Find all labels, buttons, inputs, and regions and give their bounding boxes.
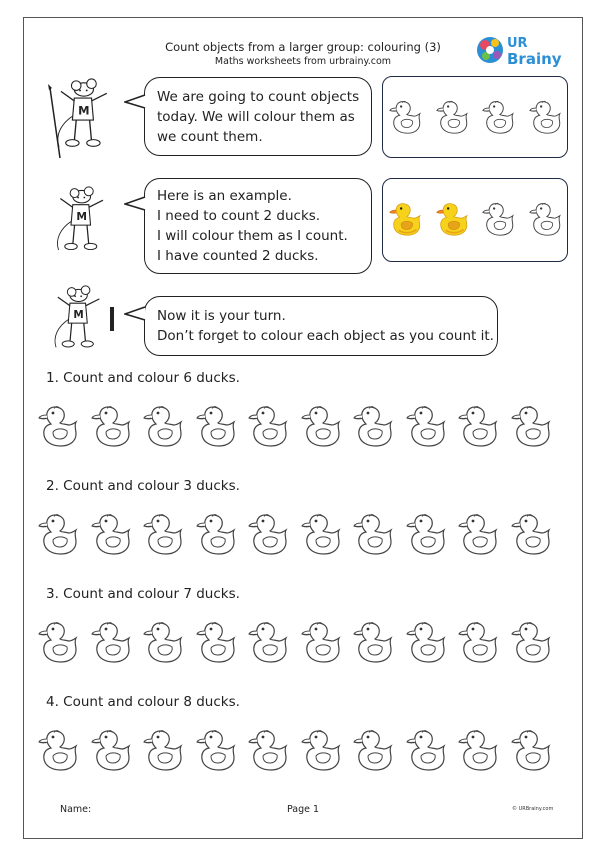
duck-outline-icon[interactable] bbox=[248, 404, 290, 448]
bubble-line: I need to count 2 ducks. bbox=[157, 208, 321, 224]
question-2-label: 2. Count and colour 3 ducks. bbox=[46, 478, 240, 494]
duck-outline-icon[interactable] bbox=[143, 404, 185, 448]
speech-bubble-example bbox=[144, 178, 372, 274]
duck-outline-icon[interactable] bbox=[482, 99, 516, 135]
mouse-waving-icon bbox=[44, 186, 114, 266]
duck-outline-icon[interactable] bbox=[406, 404, 448, 448]
duck-outline-icon[interactable] bbox=[511, 404, 553, 448]
duck-coloured-icon bbox=[389, 201, 423, 237]
speech-bubble-your-turn bbox=[144, 296, 498, 356]
mouse-pointing-icon bbox=[40, 285, 120, 363]
bubble-tail bbox=[124, 94, 148, 110]
duck-outline-icon[interactable] bbox=[38, 404, 80, 448]
worksheet-title: Count objects from a larger group: colouring (3) bbox=[165, 40, 441, 54]
duck-outline-icon[interactable] bbox=[406, 728, 448, 772]
bubble-line: Now it is your turn. bbox=[157, 308, 286, 324]
duck-outline-icon[interactable] bbox=[406, 620, 448, 664]
duck-outline-icon[interactable] bbox=[196, 512, 238, 556]
duck-outline-icon[interactable] bbox=[458, 728, 500, 772]
bubble-line: Don’t forget to colour each object as you count it. bbox=[157, 328, 494, 344]
duck-row-2[interactable] bbox=[38, 510, 568, 566]
duck-outline-icon[interactable] bbox=[91, 512, 133, 556]
bubble-line: today. We will colour them as bbox=[157, 108, 355, 125]
duck-row-3[interactable] bbox=[38, 618, 568, 674]
duck-outline-icon[interactable] bbox=[301, 620, 343, 664]
bubble-line: I will colour them as I count. bbox=[157, 228, 348, 244]
example-box-coloured bbox=[382, 178, 568, 262]
bubble-tail bbox=[124, 306, 148, 322]
example-box-intro bbox=[382, 76, 568, 158]
duck-coloured-icon bbox=[436, 201, 470, 237]
duck-outline-icon[interactable] bbox=[196, 728, 238, 772]
bubble-line: Here is an example. bbox=[157, 188, 292, 204]
duck-outline-icon[interactable] bbox=[196, 404, 238, 448]
duck-outline-icon[interactable] bbox=[353, 728, 395, 772]
duck-outline-icon[interactable] bbox=[143, 620, 185, 664]
page-number: Page 1 bbox=[286, 804, 320, 815]
duck-outline-icon[interactable] bbox=[38, 728, 80, 772]
duck-outline-icon[interactable] bbox=[38, 620, 80, 664]
logo-text-ur: UR bbox=[507, 36, 528, 51]
duck-outline-icon[interactable] bbox=[248, 620, 290, 664]
duck-outline-icon[interactable] bbox=[301, 512, 343, 556]
name-label: Name: bbox=[60, 804, 92, 815]
mouse-with-pencil-icon bbox=[40, 78, 116, 164]
duck-outline-icon[interactable] bbox=[406, 512, 448, 556]
duck-outline-icon[interactable] bbox=[91, 404, 133, 448]
bubble-line: We are going to count objects bbox=[157, 88, 360, 105]
duck-outline-icon[interactable] bbox=[248, 512, 290, 556]
duck-outline-icon[interactable] bbox=[91, 620, 133, 664]
speech-bubble-intro bbox=[144, 77, 372, 156]
duck-outline-icon[interactable] bbox=[436, 99, 470, 135]
duck-outline-icon[interactable] bbox=[91, 728, 133, 772]
duck-outline-icon[interactable] bbox=[353, 404, 395, 448]
question-4-label: 4. Count and colour 8 ducks. bbox=[46, 694, 240, 710]
bubble-line: I have counted 2 ducks. bbox=[157, 248, 319, 264]
duck-outline-icon[interactable] bbox=[143, 512, 185, 556]
duck-outline-icon[interactable] bbox=[458, 620, 500, 664]
duck-row-4[interactable] bbox=[38, 726, 568, 782]
bubble-line: we count them. bbox=[157, 128, 263, 145]
duck-outline-icon[interactable] bbox=[248, 728, 290, 772]
duck-outline-icon[interactable] bbox=[529, 201, 563, 237]
duck-outline-icon[interactable] bbox=[458, 404, 500, 448]
copyright-text: © URBrainy.com bbox=[512, 806, 554, 812]
bubble-tail bbox=[124, 196, 148, 212]
duck-outline-icon[interactable] bbox=[143, 728, 185, 772]
duck-outline-icon[interactable] bbox=[196, 620, 238, 664]
urbrainy-logo bbox=[470, 30, 570, 70]
duck-outline-icon[interactable] bbox=[301, 728, 343, 772]
logo-text-brainy: Brainy bbox=[507, 50, 562, 68]
duck-outline-icon[interactable] bbox=[389, 99, 423, 135]
duck-outline-icon[interactable] bbox=[511, 620, 553, 664]
duck-outline-icon[interactable] bbox=[511, 728, 553, 772]
duck-outline-icon[interactable] bbox=[458, 512, 500, 556]
worksheet-subtitle: Maths worksheets from urbrainy.com bbox=[214, 56, 392, 67]
duck-outline-icon[interactable] bbox=[301, 404, 343, 448]
question-1-label: 1. Count and colour 6 ducks. bbox=[46, 370, 240, 386]
duck-outline-icon[interactable] bbox=[511, 512, 553, 556]
duck-outline-icon[interactable] bbox=[38, 512, 80, 556]
duck-outline-icon[interactable] bbox=[353, 512, 395, 556]
duck-outline-icon[interactable] bbox=[353, 620, 395, 664]
duck-outline-icon[interactable] bbox=[482, 201, 516, 237]
duck-row-1[interactable] bbox=[38, 402, 568, 458]
duck-outline-icon[interactable] bbox=[529, 99, 563, 135]
question-3-label: 3. Count and colour 7 ducks. bbox=[46, 586, 240, 602]
